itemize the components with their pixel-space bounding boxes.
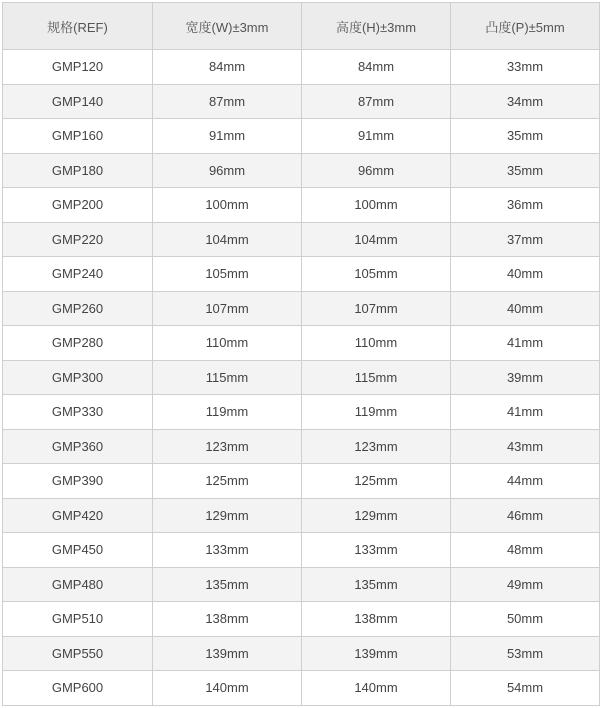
cell-height: 105mm [302,257,451,292]
cell-ref: GMP360 [3,429,153,464]
cell-width: 87mm [153,84,302,119]
table-row [3,602,600,637]
cell-projection: 48mm [451,533,600,568]
cell-height: 104mm [302,222,451,257]
cell-projection: 40mm [451,291,600,326]
cell-ref: GMP330 [3,395,153,430]
cell-ref: GMP480 [3,567,153,602]
cell-projection: 33mm [451,50,600,85]
cell-height: 115mm [302,360,451,395]
table-row [3,498,600,533]
cell-projection: 43mm [451,429,600,464]
cell-projection: 41mm [451,326,600,361]
cell-width: 138mm [153,602,302,637]
cell-width: 84mm [153,50,302,85]
cell-projection: 36mm [451,188,600,223]
cell-projection: 53mm [451,636,600,671]
cell-ref: GMP220 [3,222,153,257]
cell-projection: 46mm [451,498,600,533]
cell-ref: GMP180 [3,153,153,188]
cell-height: 107mm [302,291,451,326]
cell-height: 125mm [302,464,451,499]
cell-width: 119mm [153,395,302,430]
cell-projection: 37mm [451,222,600,257]
cell-ref: GMP420 [3,498,153,533]
cell-height: 139mm [302,636,451,671]
cell-height: 119mm [302,395,451,430]
cell-height: 84mm [302,50,451,85]
cell-height: 138mm [302,602,451,637]
spec-table-body [3,50,600,706]
table-row [3,119,600,154]
cell-projection: 54mm [451,671,600,706]
cell-ref: GMP120 [3,50,153,85]
cell-ref: GMP550 [3,636,153,671]
cell-width: 125mm [153,464,302,499]
header-row [3,3,600,50]
cell-width: 133mm [153,533,302,568]
cell-width: 91mm [153,119,302,154]
table-row [3,671,600,706]
cell-ref: GMP450 [3,533,153,568]
cell-height: 140mm [302,671,451,706]
header-ref: 规格(REF) [3,3,153,50]
spec-table-header [3,3,600,50]
cell-projection: 44mm [451,464,600,499]
cell-projection: 41mm [451,395,600,430]
cell-ref: GMP390 [3,464,153,499]
header-projection: 凸度(P)±5mm [451,3,600,50]
table-row [3,188,600,223]
cell-projection: 35mm [451,153,600,188]
cell-ref: GMP240 [3,257,153,292]
table-row [3,257,600,292]
cell-width: 115mm [153,360,302,395]
table-row [3,429,600,464]
cell-height: 129mm [302,498,451,533]
table-row [3,291,600,326]
cell-width: 104mm [153,222,302,257]
cell-ref: GMP510 [3,602,153,637]
cell-height: 91mm [302,119,451,154]
cell-width: 129mm [153,498,302,533]
cell-width: 123mm [153,429,302,464]
cell-width: 96mm [153,153,302,188]
cell-projection: 39mm [451,360,600,395]
cell-ref: GMP260 [3,291,153,326]
cell-projection: 40mm [451,257,600,292]
cell-projection: 34mm [451,84,600,119]
header-width: 宽度(W)±3mm [153,3,302,50]
cell-ref: GMP280 [3,326,153,361]
cell-height: 135mm [302,567,451,602]
cell-ref: GMP160 [3,119,153,154]
table-row [3,567,600,602]
cell-projection: 49mm [451,567,600,602]
header-height: 高度(H)±3mm [302,3,451,50]
cell-width: 140mm [153,671,302,706]
cell-height: 96mm [302,153,451,188]
spec-table [2,2,600,706]
table-row [3,533,600,568]
cell-height: 123mm [302,429,451,464]
cell-ref: GMP140 [3,84,153,119]
table-row [3,84,600,119]
cell-projection: 50mm [451,602,600,637]
table-row [3,222,600,257]
cell-height: 87mm [302,84,451,119]
table-row [3,464,600,499]
table-row [3,326,600,361]
table-row [3,360,600,395]
cell-height: 133mm [302,533,451,568]
table-row [3,50,600,85]
cell-width: 110mm [153,326,302,361]
cell-width: 100mm [153,188,302,223]
cell-width: 107mm [153,291,302,326]
cell-ref: GMP600 [3,671,153,706]
cell-height: 110mm [302,326,451,361]
table-row [3,395,600,430]
cell-width: 135mm [153,567,302,602]
cell-projection: 35mm [451,119,600,154]
table-row [3,153,600,188]
cell-height: 100mm [302,188,451,223]
cell-width: 139mm [153,636,302,671]
table-row [3,636,600,671]
cell-width: 105mm [153,257,302,292]
cell-ref: GMP300 [3,360,153,395]
cell-ref: GMP200 [3,188,153,223]
